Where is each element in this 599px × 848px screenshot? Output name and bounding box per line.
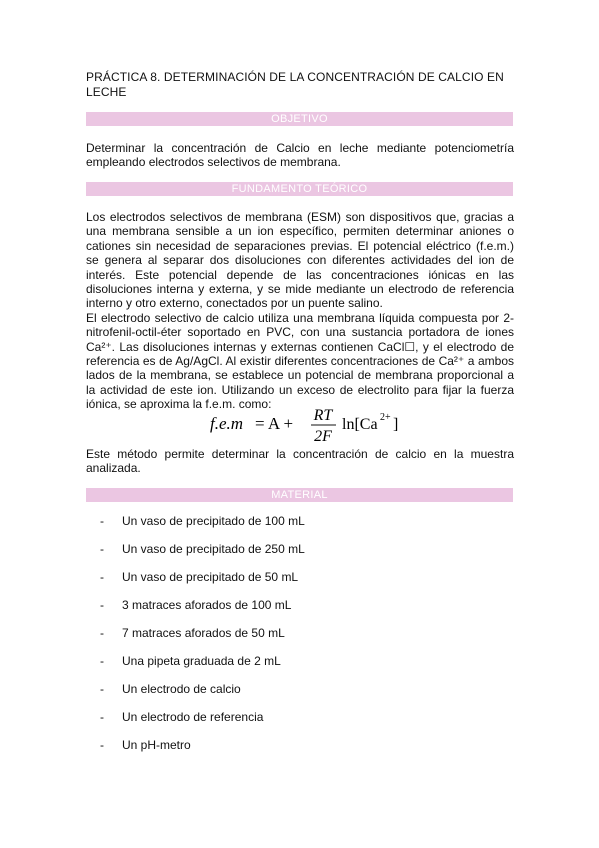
fundamento-paragraph-1: Los electrodos selectivos de membrana (ESM) son dispositivos que, gracias a una membrana sensible a un ion específico, permiten determinar aniones o cationes sin necesidad de separaciones previas. El potencial eléctrico (f.e.m.) se genera al separar dos disoluciones con diferentes actividades del ion de interés. Este potencial depende de las concentraciones iónicas en las disoluciones interna y externa, y se mide mediante un electrodo de referencia interno y otro externo, conectados por un puente salino.: [86, 210, 514, 311]
list-item-text: Una pipeta graduada de 2 mL: [122, 654, 281, 668]
list-item-text: Un vaso de precipitado de 250 mL: [122, 542, 305, 556]
list-item-text: Un vaso de precipitado de 100 mL: [122, 514, 305, 528]
list-bullet: -: [100, 542, 104, 556]
section-heading-material: MATERIAL: [86, 488, 513, 502]
objetivo-text: [86, 141, 514, 170]
formula-equals-a: = A +: [255, 414, 294, 433]
formula-log: ln[Ca: [342, 416, 378, 433]
list-item-text: Un electrodo de calcio: [122, 682, 241, 696]
formula-superscript: 2+: [380, 412, 391, 423]
list-item-text: Un pH-metro: [122, 738, 191, 752]
list-bullet: -: [100, 570, 104, 584]
list-item-text: Un electrodo de referencia: [122, 710, 264, 724]
formula-numerator: RT: [313, 407, 333, 424]
list-bullet: -: [100, 626, 104, 640]
list-bullet: -: [100, 514, 104, 528]
list-item-text: Un vaso de precipitado de 50 mL: [122, 570, 299, 584]
list-item-text: 7 matraces aforados de 50 mL: [122, 626, 285, 640]
fundamento-paragraph-3: Este método permite determinar la concentración de calcio en la muestra analizada.: [86, 447, 514, 476]
fundamento-paragraph-2: El electrodo selectivo de calcio utiliza una membrana líquida compuesta por 2-nitrofenil-octil-éter soportado en PVC, con una sustancia portadora de iones Ca²⁺. Las disoluciones internas y externas contienen CaCl☐, y el electrodo de referencia es de Ag/AgCl. Al existir diferentes concentraciones de Ca²⁺ a ambos lados de la membrana, se establece un potencial de membrana proporcional a la actividad de este ion. Utilizando un exceso de electrolito para fijar la fuerza iónica, se aproxima la f.e.m. como:: [86, 310, 514, 412]
list-bullet: -: [100, 682, 104, 696]
list-bullet: -: [100, 738, 104, 752]
formula-close: ]: [393, 416, 399, 433]
formula-svg: [210, 405, 410, 445]
fundamento-text: [86, 210, 514, 412]
objetivo-paragraph: Determinar la concentración de Calcio en leche mediante potenciometría empleando electrodos selectivos de membrana.: [86, 141, 514, 170]
list-bullet: -: [100, 598, 104, 612]
document-title: PRÁCTICA 8. DETERMINACIÓN DE LA CONCENTRACIÓN DE CALCIO EN LECHE: [86, 70, 504, 99]
formula-lhs: f.e.m: [210, 414, 244, 433]
fundamento-conclusion: [86, 447, 514, 476]
section-heading-objetivo: OBJETIVO: [86, 112, 513, 126]
section-heading-fundamento: FUNDAMENTO TEÓRICO: [86, 182, 513, 196]
list-item-text: 3 matraces aforados de 100 mL: [122, 598, 292, 612]
list-bullet: -: [100, 654, 104, 668]
formula-denominator: 2F: [314, 428, 332, 445]
fem-formula: [210, 405, 410, 445]
list-bullet: -: [100, 710, 104, 724]
